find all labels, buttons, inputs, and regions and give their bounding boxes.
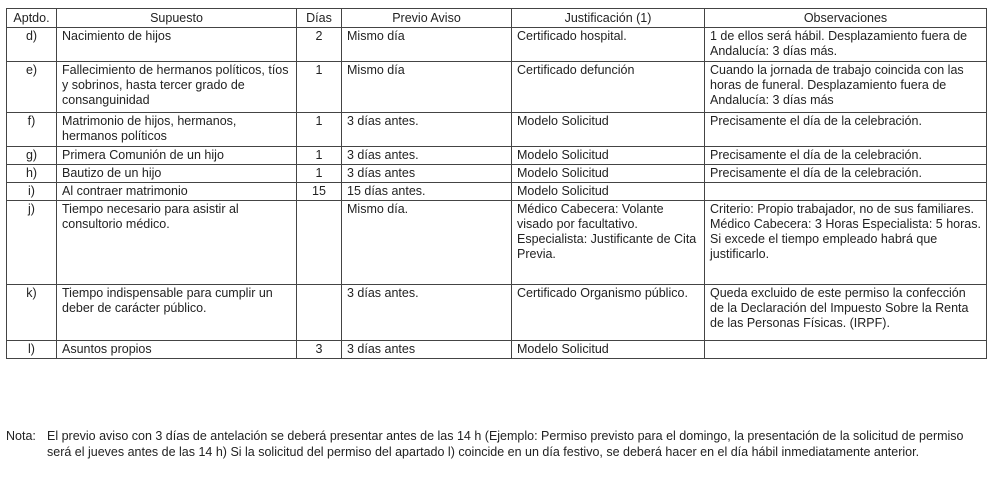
cell-dias: 1	[297, 165, 342, 183]
cell-dias	[297, 285, 342, 341]
cell-justificacion: Certificado hospital.	[512, 28, 705, 62]
cell-previo-aviso: 3 días antes.	[342, 113, 512, 147]
cell-supuesto: Bautizo de un hijo	[57, 165, 297, 183]
cell-justificacion: Certificado defunción	[512, 62, 705, 113]
cell-supuesto: Nacimiento de hijos	[57, 28, 297, 62]
header-aptdo: Aptdo.	[7, 9, 57, 28]
cell-previo-aviso: 3 días antes.	[342, 147, 512, 165]
cell-supuesto: Tiempo indispensable para cumplir un deber de carácter público.	[57, 285, 297, 341]
cell-justificacion: Modelo Solicitud	[512, 165, 705, 183]
cell-justificacion: Modelo Solicitud	[512, 183, 705, 201]
cell-observaciones	[705, 183, 987, 201]
cell-previo-aviso: 3 días antes	[342, 165, 512, 183]
cell-previo-aviso: Mismo día.	[342, 201, 512, 285]
cell-supuesto: Primera Comunión de un hijo	[57, 147, 297, 165]
cell-justificacion: Certificado Organismo público.	[512, 285, 705, 341]
cell-aptdo: i)	[7, 183, 57, 201]
header-previo-aviso: Previo Aviso	[342, 9, 512, 28]
cell-aptdo: l)	[7, 341, 57, 359]
cell-observaciones: Queda excluido de este permiso la confección de la Declaración del Impuesto Sobre la Renta de las Personas Físicas. (IRPF).	[705, 285, 987, 341]
cell-previo-aviso: Mismo día	[342, 62, 512, 113]
table-row	[7, 165, 987, 183]
cell-aptdo: f)	[7, 113, 57, 147]
cell-observaciones: Precisamente el día de la celebración.	[705, 165, 987, 183]
cell-dias: 2	[297, 28, 342, 62]
table-row	[7, 183, 987, 201]
cell-aptdo: k)	[7, 285, 57, 341]
cell-previo-aviso: 15 días antes.	[342, 183, 512, 201]
cell-justificacion: Modelo Solicitud	[512, 147, 705, 165]
cell-dias: 15	[297, 183, 342, 201]
cell-dias	[297, 201, 342, 285]
table-header-row	[7, 9, 987, 28]
table-row	[7, 113, 987, 147]
table-row	[7, 201, 987, 285]
cell-observaciones: 1 de ellos será hábil. Desplazamiento fuera de Andalucía: 3 días más.	[705, 28, 987, 62]
cell-dias: 3	[297, 341, 342, 359]
permisos-table	[6, 8, 987, 359]
cell-supuesto: Fallecimiento de hermanos políticos, tíos y sobrinos, hasta tercer grado de consanguinidad	[57, 62, 297, 113]
header-dias: Días	[297, 9, 342, 28]
cell-supuesto: Matrimonio de hijos, hermanos, hermanos políticos	[57, 113, 297, 147]
table-row	[7, 28, 987, 62]
cell-observaciones: Criterio: Propio trabajador, no de sus familiares. Médico Cabecera: 3 Horas Especialista: 5 horas. Si excede el tiempo empleado habrá que justificarlo.	[705, 201, 987, 285]
cell-aptdo: j)	[7, 201, 57, 285]
table-row	[7, 147, 987, 165]
cell-aptdo: d)	[7, 28, 57, 62]
cell-observaciones: Precisamente el día de la celebración.	[705, 113, 987, 147]
header-supuesto: Supuesto	[57, 9, 297, 28]
table-row	[7, 285, 987, 341]
cell-supuesto: Tiempo necesario para asistir al consultorio médico.	[57, 201, 297, 285]
footnote	[6, 428, 981, 460]
cell-dias: 1	[297, 113, 342, 147]
table-row	[7, 62, 987, 113]
cell-previo-aviso: Mismo día	[342, 28, 512, 62]
cell-supuesto: Al contraer matrimonio	[57, 183, 297, 201]
cell-previo-aviso: 3 días antes	[342, 341, 512, 359]
cell-dias: 1	[297, 62, 342, 113]
table-row	[7, 341, 987, 359]
cell-supuesto: Asuntos propios	[57, 341, 297, 359]
cell-aptdo: e)	[7, 62, 57, 113]
cell-observaciones	[705, 341, 987, 359]
cell-observaciones: Cuando la jornada de trabajo coincida con las horas de funeral. Desplazamiento fuera de Andalucía: 3 días más	[705, 62, 987, 113]
header-observaciones: Observaciones	[705, 9, 987, 28]
header-justificacion: Justificación (1)	[512, 9, 705, 28]
cell-justificacion: Modelo Solicitud	[512, 341, 705, 359]
cell-dias: 1	[297, 147, 342, 165]
cell-aptdo: g)	[7, 147, 57, 165]
footnote-text: El previo aviso con 3 días de antelación se deberá presentar antes de las 14 h (Ejemplo: Permiso previsto para el domingo, la presentación de la solicitud de permiso será el jueves antes de las 14 h) Si la solicitud del permiso del apartado l) coincide en un día festivo, se deberá hacer en el día hábil inmediatamente anterior.	[47, 429, 964, 459]
cell-previo-aviso: 3 días antes.	[342, 285, 512, 341]
cell-aptdo: h)	[7, 165, 57, 183]
footnote-label: Nota:	[6, 429, 36, 443]
cell-justificacion: Médico Cabecera: Volante visado por facultativo. Especialista: Justificante de Cita Previa.	[512, 201, 705, 285]
cell-observaciones: Precisamente el día de la celebración.	[705, 147, 987, 165]
cell-justificacion: Modelo Solicitud	[512, 113, 705, 147]
